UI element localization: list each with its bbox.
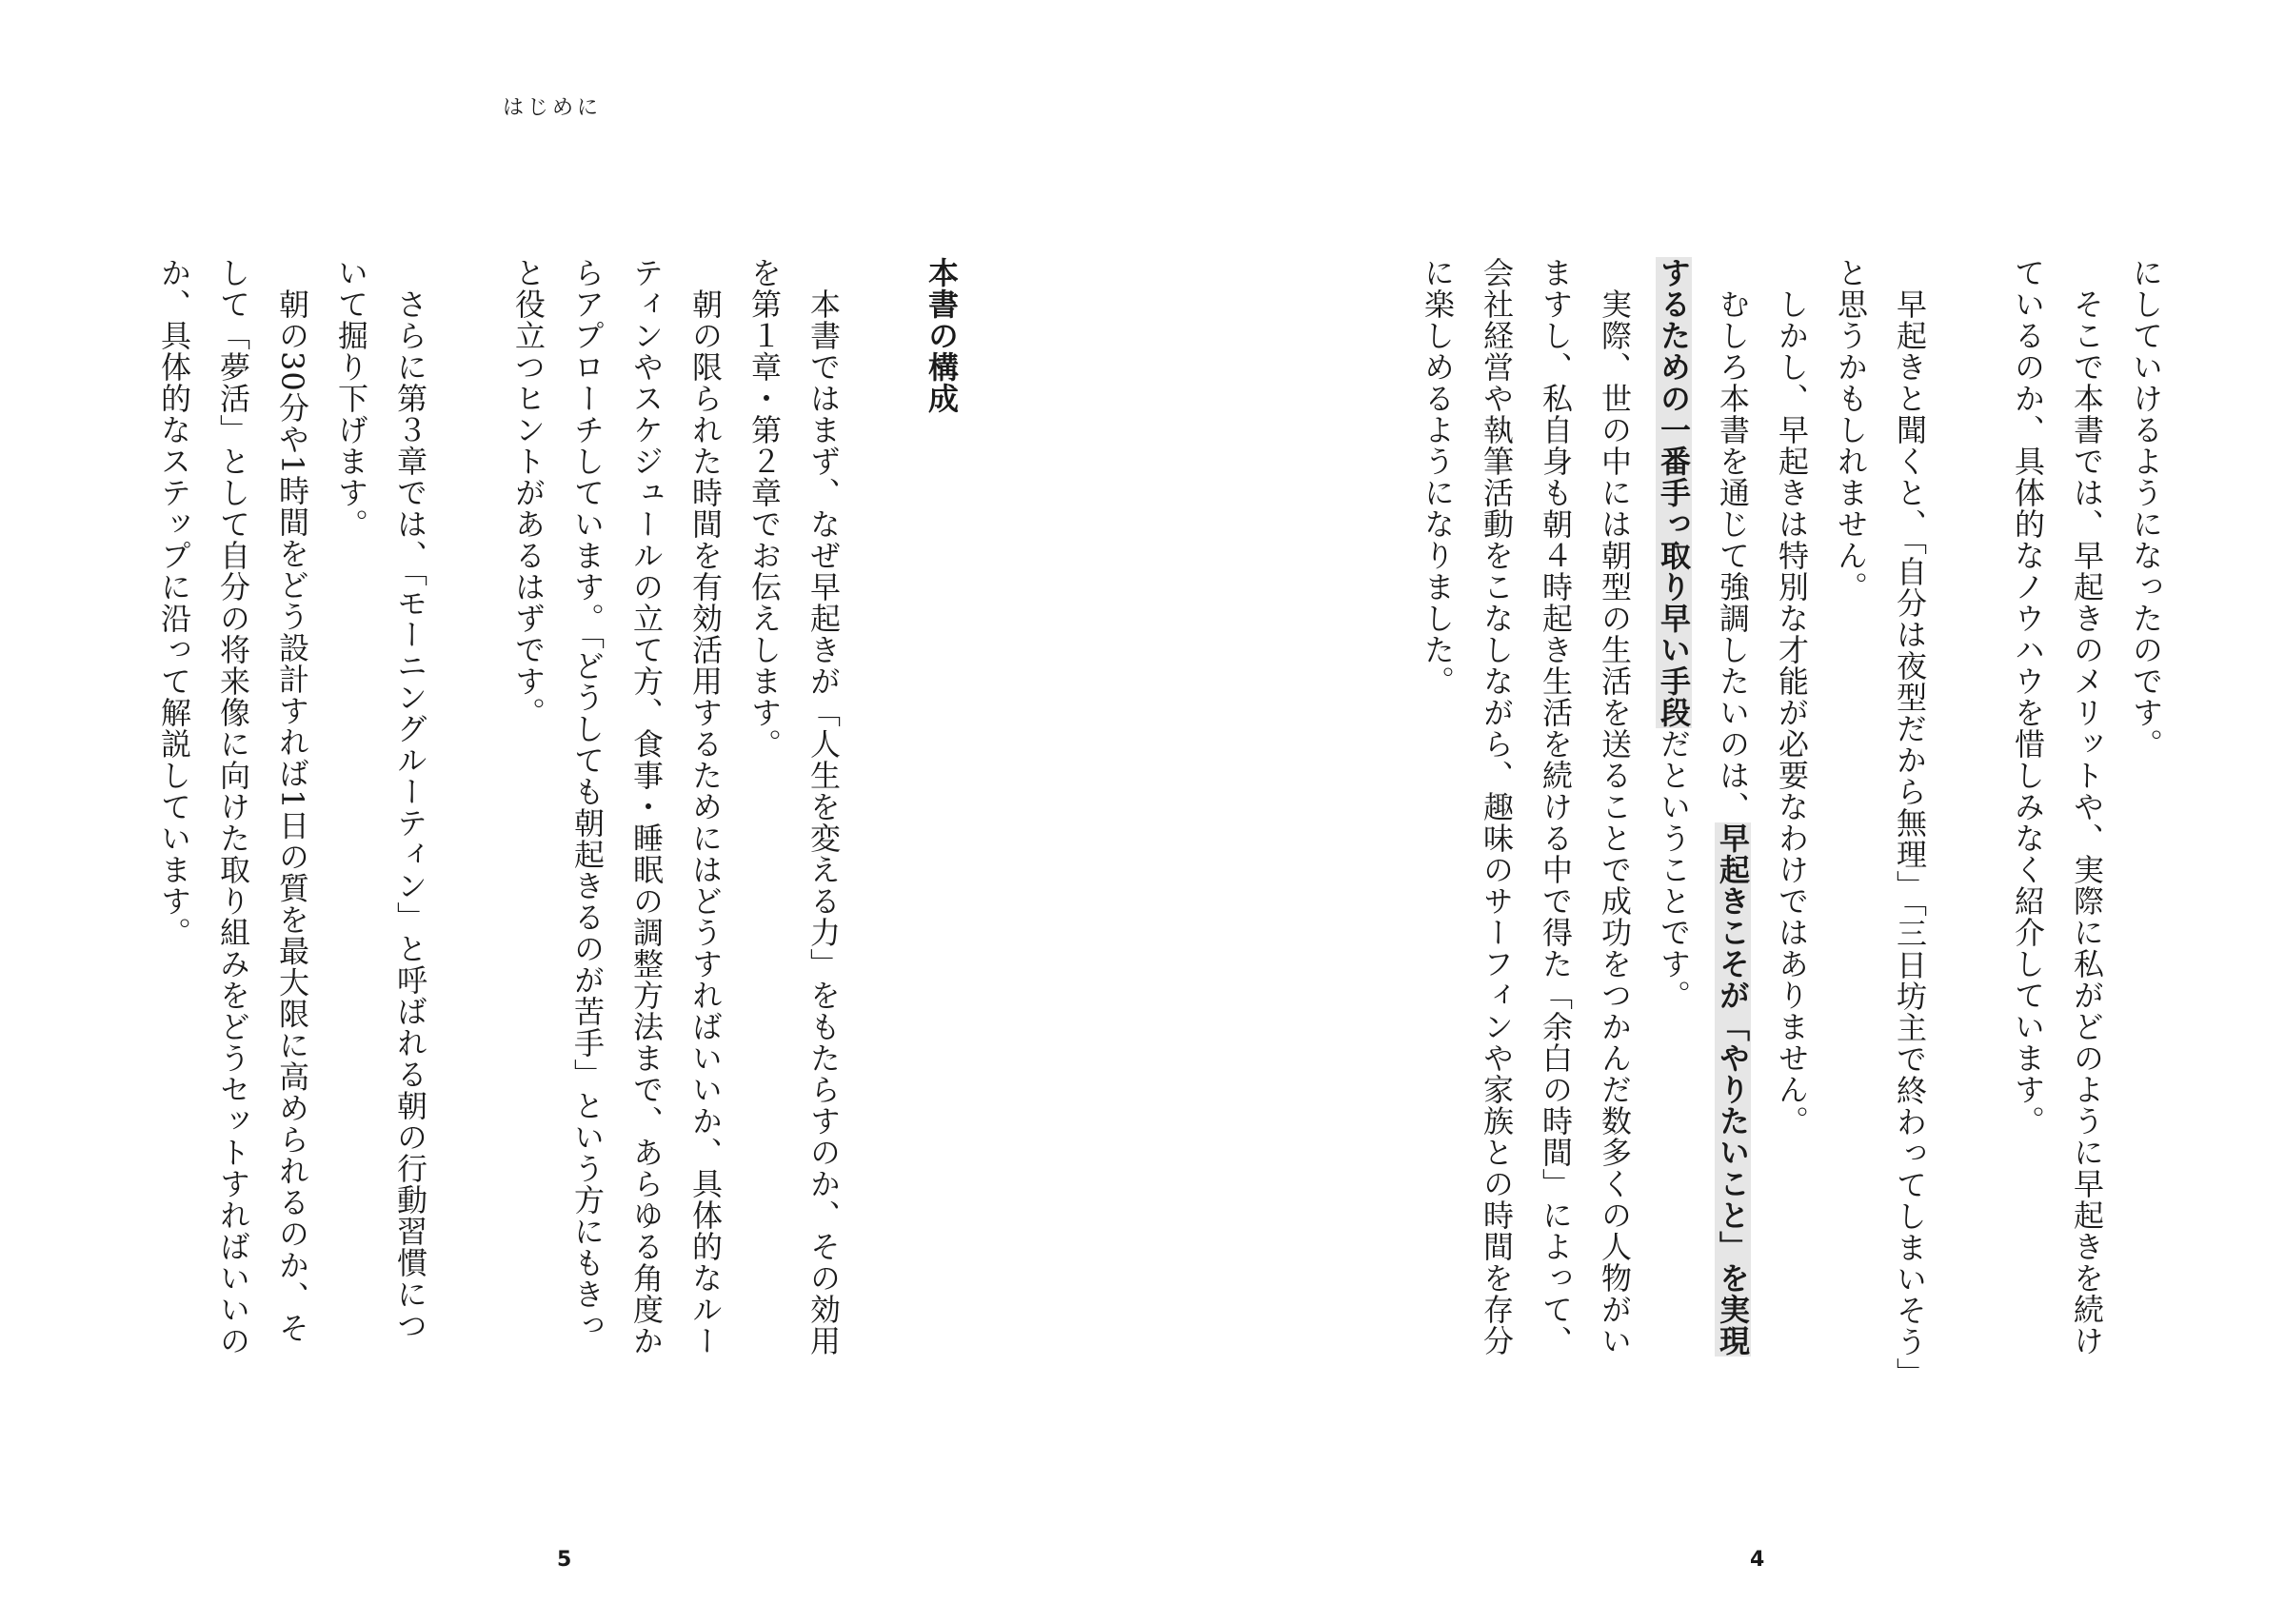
blank-line bbox=[853, 257, 912, 1485]
text-line: か、具体的なステップに沿って解説しています。 bbox=[156, 257, 192, 948]
text-line: しかし、早起きは特別な才能が必要なわけではありません。 bbox=[1774, 288, 1810, 1137]
text-line: らアプローチしています。「どうしても朝起きるのが苦手」という方にもきっ bbox=[569, 257, 606, 1341]
section-heading: 本書の構成 bbox=[924, 257, 960, 414]
text-line: 早起きと聞くと、「自分は夜型だから無理」「三日坊主で終わってしまいそう」 bbox=[1892, 288, 1928, 1389]
page-number-left: 5 bbox=[557, 1548, 572, 1572]
text-line: ますし、私自身も朝４時起き生活を続ける中で得た「余白の時間」によって、 bbox=[1538, 257, 1574, 1357]
text-line: と思うかもしれません。 bbox=[1833, 257, 1869, 603]
text-line: 朝の30分や1時間をどう設計すれば1日の質を最大限に高められるのか、そ bbox=[274, 288, 310, 1344]
left-page-text bbox=[133, 257, 971, 1485]
text-line: して「夢活」として自分の将来像に向けた取り組みをどうセットすればいいの bbox=[215, 257, 251, 1357]
text-line: 会社経営や執筆活動をこなしながら、趣味のサーフィンや家族との時間を存分 bbox=[1479, 257, 1515, 1357]
text-line: さらに第３章では、「モーニングルーティン」と呼ばれる朝の行動習慣につ bbox=[392, 288, 428, 1341]
blank-line bbox=[440, 257, 499, 1485]
text-line: 本書ではまず、なぜ早起きが「人生を変える力」をもたらすのか、その効用 bbox=[805, 288, 842, 1357]
blank-line bbox=[1939, 257, 1998, 1485]
text-line: にしていけるようになったのです。 bbox=[2128, 257, 2164, 760]
text-run: むしろ本書を通じて強調したいのは、 bbox=[1715, 288, 1751, 822]
text-line bbox=[1644, 257, 1703, 1485]
text-line: ているのか、具体的なノウハウを惜しみなく紹介しています。 bbox=[2010, 257, 2046, 1137]
page-number-right: 4 bbox=[1750, 1548, 1765, 1572]
text-line: を第１章・第２章でお伝えします。 bbox=[746, 257, 783, 760]
text-run: だということです。 bbox=[1656, 728, 1692, 1011]
text-line bbox=[1703, 257, 1762, 1485]
text-line: 朝の限られた時間を有効活用するためにはどうすればいいか、具体的なルー bbox=[687, 288, 724, 1357]
emphasis-highlight: 早起きこそが「やりたいこと」を実現 bbox=[1715, 822, 1751, 1357]
right-page-text bbox=[1338, 257, 2176, 1485]
text-line: いて掘り下げます。 bbox=[333, 257, 369, 540]
emphasis-highlight: するための一番手っ取り早い手段 bbox=[1656, 257, 1692, 728]
text-line: そこで本書では、早起きのメリットや、実際に私がどのように早起きを続け bbox=[2069, 288, 2105, 1357]
text-line: に楽しめるようになりました。 bbox=[1420, 257, 1456, 697]
text-line: 実際、世の中には朝型の生活を送ることで成功をつかんだ数多くの人物がい bbox=[1597, 288, 1633, 1357]
running-head: はじめに bbox=[503, 96, 603, 120]
text-line: と役立つヒントがあるはずです。 bbox=[510, 257, 546, 728]
text-line: ティンやスケジュールの立て方、食事・睡眠の調整方法まで、あらゆる角度か bbox=[628, 257, 665, 1357]
